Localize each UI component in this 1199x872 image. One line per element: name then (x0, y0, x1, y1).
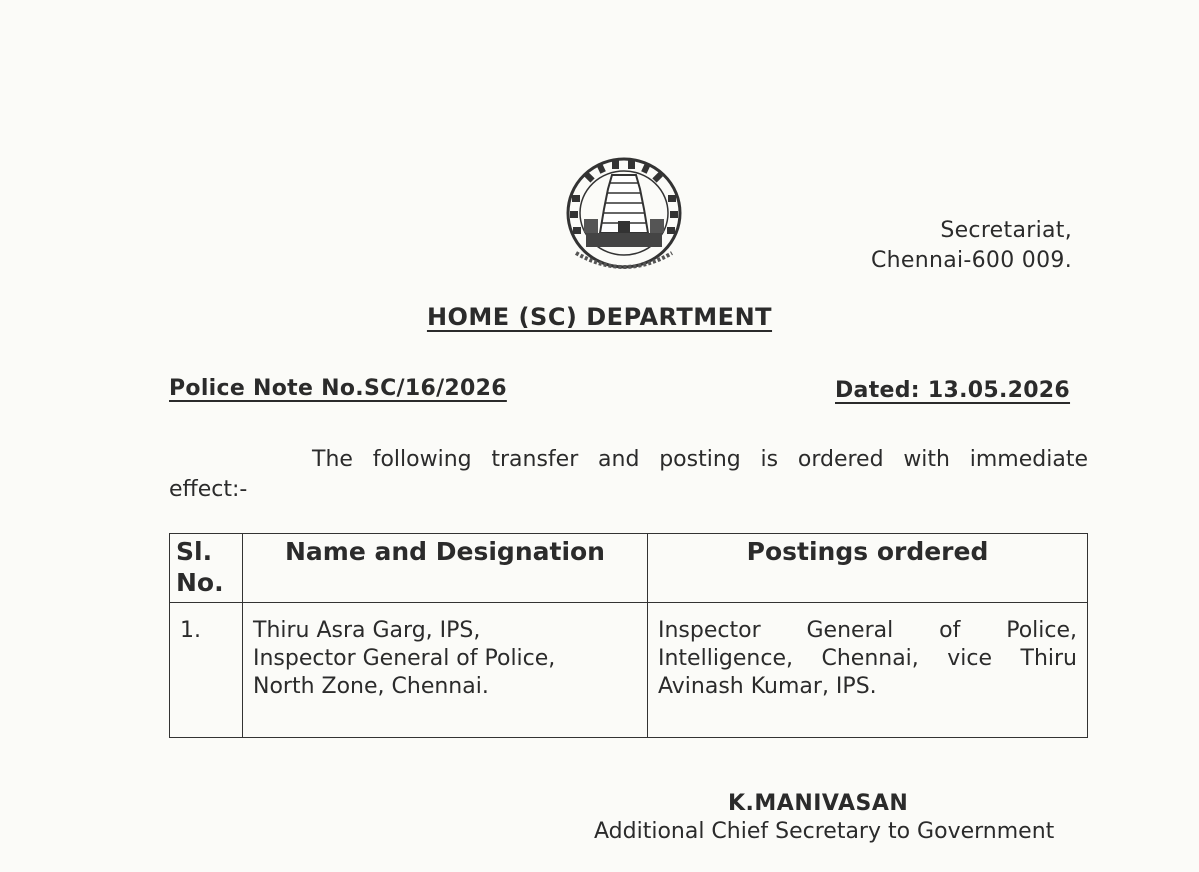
transfer-posting-table (169, 533, 1088, 738)
department-title: HOME (SC) DEPARTMENT (426, 303, 773, 331)
address-line-1: Secretariat, (940, 218, 1072, 243)
header-sl-line-2: No. (176, 568, 224, 597)
intro-text-line-2: effect:- (169, 477, 248, 502)
cell-name-designation (243, 603, 648, 738)
zone-line: North Zone, Chennai. (253, 674, 489, 699)
designation-line: Inspector General of Police, (253, 646, 556, 671)
header-postings-ordered: Postings ordered (648, 534, 1088, 603)
police-note-number: Police Note No.SC/16/2026 (169, 376, 507, 401)
secretariat-address (840, 216, 1072, 276)
address-line-2: Chennai-600 009. (870, 248, 1072, 273)
note-date: Dated: 13.05.2026 (835, 378, 1071, 403)
table-row (170, 603, 1088, 738)
intro-text-line-1: The following transfer and posting is ordered with immediate (312, 447, 1088, 472)
header-sl-line-1: Sl. (176, 537, 213, 566)
government-emblem-icon (556, 153, 692, 277)
signatory-title: Additional Chief Secretary to Government (594, 819, 1055, 844)
signatory-name: K.MANIVASAN (728, 791, 909, 816)
cell-sl-no: 1. (170, 603, 243, 738)
table-header-row (170, 534, 1088, 603)
cell-posting-ordered: Inspector General of Police, Intelligence, Chennai, vice Thiru Avinash Kumar, IPS. (648, 603, 1088, 738)
header-name-designation: Name and Designation (243, 534, 648, 603)
name-line: Thiru Asra Garg, IPS, (253, 618, 481, 643)
header-sl-no (170, 534, 243, 603)
